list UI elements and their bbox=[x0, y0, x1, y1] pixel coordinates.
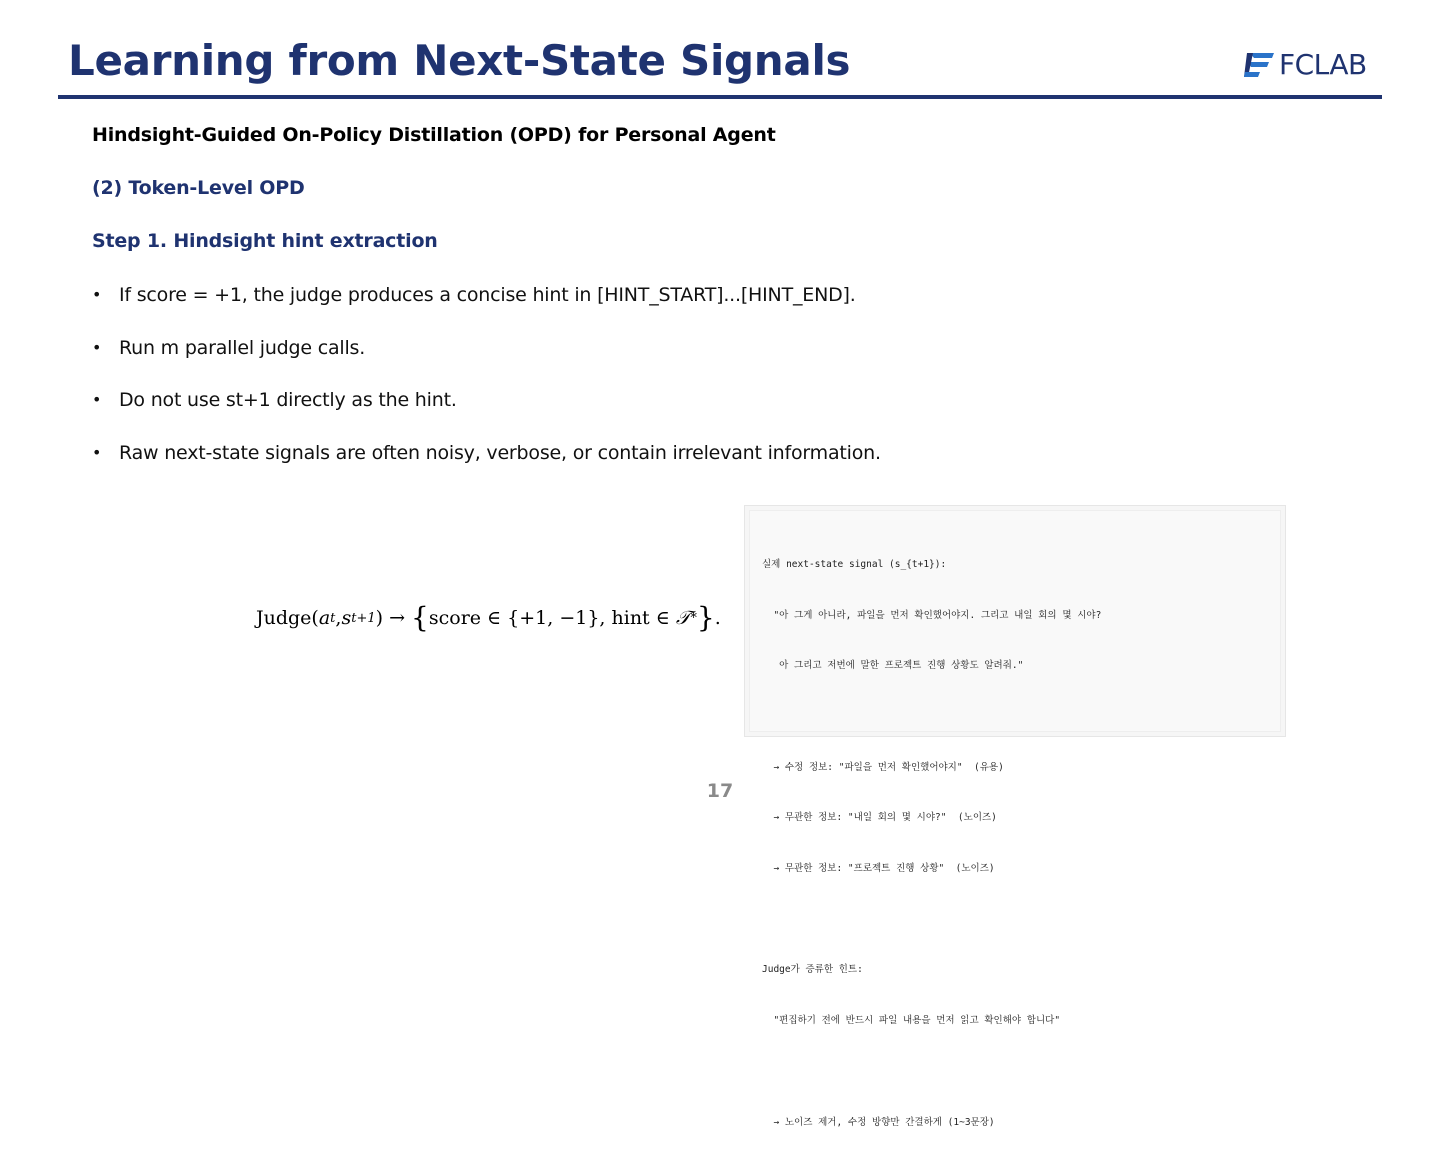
formula-judge: Judge( bbox=[256, 607, 319, 629]
step-heading: Step 1. Hindsight hint extraction bbox=[92, 230, 438, 252]
title-divider bbox=[58, 95, 1382, 99]
formula-comma: , bbox=[335, 607, 342, 629]
bullet-marker: • bbox=[92, 442, 102, 462]
formula-arrow: → bbox=[383, 607, 412, 629]
bullet-marker: • bbox=[92, 390, 102, 409]
formula-a: a bbox=[318, 607, 331, 629]
formula-token-set: 𝒯 bbox=[675, 607, 691, 629]
bullet-text: Do not use st+1 directly as the hint. bbox=[119, 389, 457, 411]
page-number: 17 bbox=[706, 780, 734, 802]
code-line: "아 그게 아니라, 파일을 먼저 확인했어야지. 그리고 내일 회의 몇 시야? bbox=[762, 609, 1102, 621]
formula-a-subscript: t bbox=[330, 610, 336, 626]
code-line: 아 그리고 저번에 말한 프로젝트 진행 상황도 알려줘." bbox=[762, 660, 1024, 672]
bullet-marker: • bbox=[92, 337, 102, 357]
formula-close-paren: ) bbox=[375, 607, 384, 629]
formula-star: * bbox=[690, 610, 697, 626]
code-line bbox=[762, 1064, 1268, 1081]
code-line: Judge가 증류한 힌트: bbox=[762, 964, 863, 976]
code-line: → 노이즈 제거, 수정 방향만 간결하게 (1~3문장) bbox=[762, 1116, 995, 1128]
slide-title: Learning from Next-State Signals bbox=[68, 36, 851, 85]
code-line bbox=[762, 912, 1268, 929]
code-example-box bbox=[744, 505, 1286, 1128]
code-line: 실제 next-state signal (s_{t+1}): bbox=[762, 558, 947, 570]
formula-s: s bbox=[341, 607, 352, 629]
fclab-logo bbox=[1244, 48, 1380, 82]
bullet-marker: • bbox=[92, 285, 102, 304]
code-line: → 무관한 정보: "내일 회의 몇 시야?" (노이즈) bbox=[762, 812, 997, 824]
formula-s-subscript: t+1 bbox=[351, 610, 376, 626]
formula-left-brace: { bbox=[411, 601, 429, 634]
code-line: → 무관한 정보: "프로젝트 진행 상황" (노이즈) bbox=[762, 863, 995, 875]
bullet-text: If score = +1, the judge produces a concise hint in [HINT_START]...[HINT_END]. bbox=[119, 284, 856, 306]
code-line: "편집하기 전에 반드시 파일 내용을 먼저 읽고 확인해야 합니다" bbox=[762, 1015, 1061, 1027]
bullet-text: Raw next-state signals are often noisy, verbose, or contain irrelevant information. bbox=[119, 441, 881, 464]
code-example-content bbox=[749, 510, 1281, 1128]
formula-period: . bbox=[714, 607, 721, 629]
code-line: → 수정 정보: "파일을 먼저 확인했어야지" (유용) bbox=[762, 761, 1004, 773]
formula-score-hint: score ∈ {+1, −1}, hint ∈ bbox=[428, 607, 676, 629]
code-line bbox=[762, 709, 1268, 726]
bullet-text: Run m parallel judge calls. bbox=[119, 336, 366, 359]
fclab-logo-text: FCLAB bbox=[1279, 48, 1367, 81]
section-heading: (2) Token-Level OPD bbox=[92, 177, 305, 199]
slide-subtitle: Hindsight-Guided On-Policy Distillation (OPD) for Personal Agent bbox=[92, 124, 776, 146]
formula-right-brace: } bbox=[696, 601, 715, 634]
fclab-logo-mark-icon bbox=[1244, 50, 1278, 80]
judge-formula bbox=[256, 601, 721, 634]
